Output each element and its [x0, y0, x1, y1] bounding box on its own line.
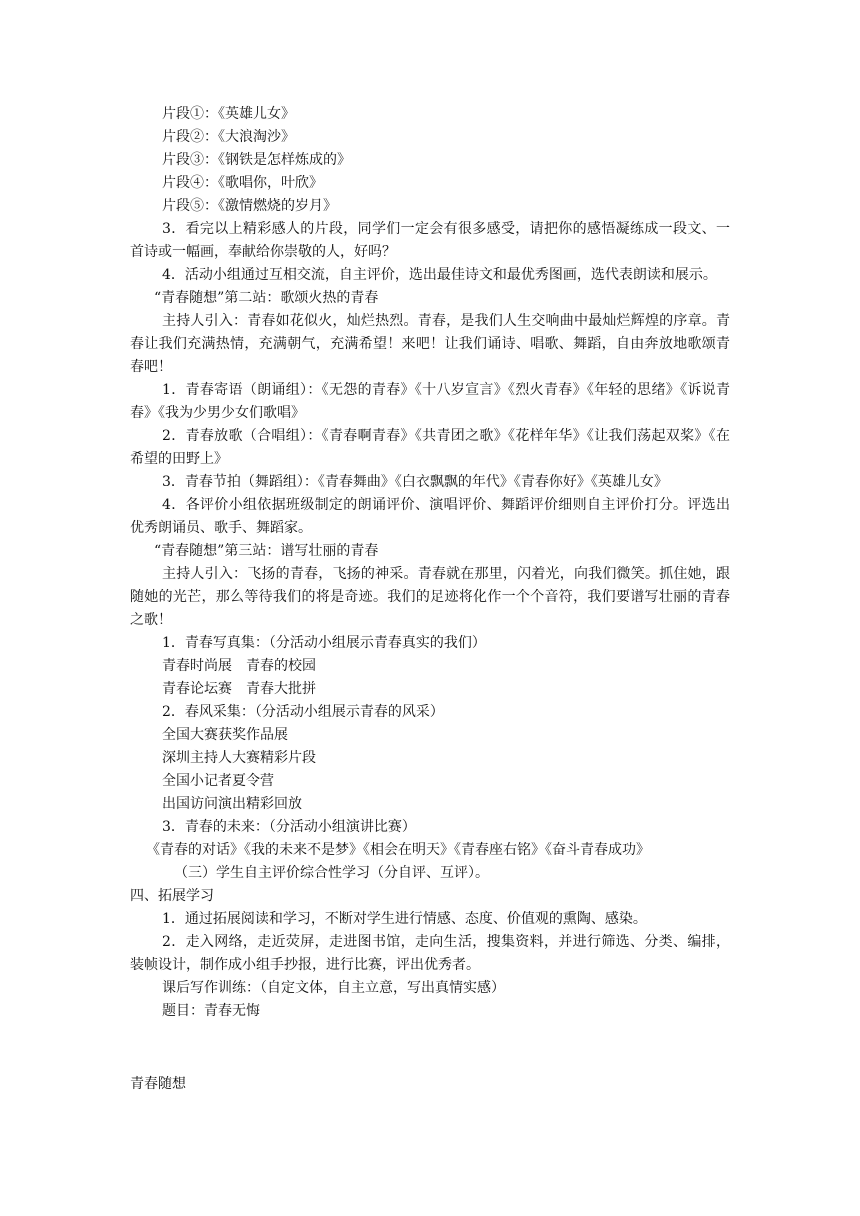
- writing-training: 课后写作训练：（自定文体，自主立意，写出真情实感）: [162, 980, 505, 996]
- collection-sub-3: 全国小记者夏令营: [162, 773, 274, 789]
- speech-titles: 《青春的对话》《我的未来不是梦》《相会在明天》《青春座右铭》《奋斗青春成功》: [146, 842, 650, 858]
- document-body: [130, 103, 730, 1023]
- host-intro-3: 主持人引入：飞扬的青春，飞扬的神采。青春就在那里，闪着光，向我们微笑。抓住她，跟随她的光芒，那么等待我们的将是奇迹。我们的足迹将化作一个个音符，我们要谱写壮丽的青春之歌！: [130, 566, 730, 628]
- clip-4: 片段④：《歌唱你，叶欣》: [162, 175, 323, 191]
- station-2-heading: “青春随想”第二站：歌颂火热的青春: [154, 290, 379, 306]
- section-extension-heading: 四、拓展学习: [130, 888, 214, 904]
- clip-1: 片段①：《英雄儿女》: [162, 106, 295, 122]
- clip-3: 片段③：《钢铁是怎样炼成的》: [162, 152, 351, 168]
- extension-item-1: 1．通过拓展阅读和学习，不断对学生进行情感、态度、价值观的熏陶、感染。: [162, 911, 647, 927]
- footer-title: 青春随想: [130, 1076, 186, 1092]
- item-spring-collection: 2．春风采集：（分活动小组展示青春的风采）: [162, 704, 444, 720]
- paragraph-4: 4．活动小组通过互相交流，自主评价，选出最佳诗文和最优秀图画，选代表朗读和展示。: [162, 267, 717, 283]
- item-youth-future: 3．青春的未来：（分活动小组演讲比赛）: [162, 819, 416, 835]
- clip-2: 片段②：《大浪淘沙》: [162, 129, 295, 145]
- item-youth-song: 2．青春放歌（合唱组）：《青春啊青春》《共青团之歌》《花样年华》《让我们荡起双桨》《在希望的田野上》: [130, 428, 730, 467]
- collection-sub-1: 全国大赛获奖作品展: [162, 727, 288, 743]
- photo-sub-1: 青春时尚展 青春的校园: [162, 658, 316, 674]
- collection-sub-2: 深圳主持人大赛精彩片段: [162, 750, 316, 766]
- item-photo-album: 1．青春写真集：（分活动小组展示青春真实的我们）: [162, 635, 486, 651]
- station-3-heading: “青春随想”第三站：谱写壮丽的青春: [154, 543, 379, 559]
- paragraph-3: 3．看完以上精彩感人的片段，同学们一定会有很多感受，请把你的感悟凝练成一段文、一首诗或一幅画，奉献给你崇敬的人，好吗？: [130, 221, 730, 260]
- clip-5: 片段⑤：《激情燃烧的岁月》: [162, 198, 337, 214]
- host-intro-2: 主持人引入：青春如花似火，灿烂热烈。青春，是我们人生交响曲中最灿烂辉煌的序章。青春让我们充满热情，充满朝气，充满希望！来吧！让我们诵诗、唱歌、舞蹈，自由奔放地歌颂青春吧！: [130, 313, 730, 375]
- extension-item-2: 2．走入网络，走近荧屏，走进图书馆，走向生活，搜集资料，并进行筛选、分类、编排，装帧设计，制作成小组手抄报，进行比赛，评出优秀者。: [130, 934, 730, 973]
- self-evaluation-line: （三）学生自主评价综合性学习（分自评、互评）。: [174, 865, 489, 881]
- collection-sub-4: 出国访问演出精彩回放: [162, 796, 302, 812]
- photo-sub-2: 青春论坛赛 青春大批拼: [162, 681, 316, 697]
- item-youth-dance: 3．青春节拍（舞蹈组）：《青春舞曲》《白衣飘飘的年代》《青春你好》《英雄儿女》: [162, 474, 668, 490]
- writing-topic: 题目：青春无悔: [162, 1003, 260, 1019]
- evaluation-paragraph: 4．各评价小组依据班级制定的朗诵评价、演唱评价、舞蹈评价细则自主评价打分。评选出优秀朗诵员、歌手、舞蹈家。: [130, 497, 730, 536]
- item-youth-message: 1．青春寄语（朗诵组）：《无怨的青春》《十八岁宣言》《烈火青春》《年轻的思绪》《诉说青春》《我为少男少女们歌唱》: [130, 382, 730, 421]
